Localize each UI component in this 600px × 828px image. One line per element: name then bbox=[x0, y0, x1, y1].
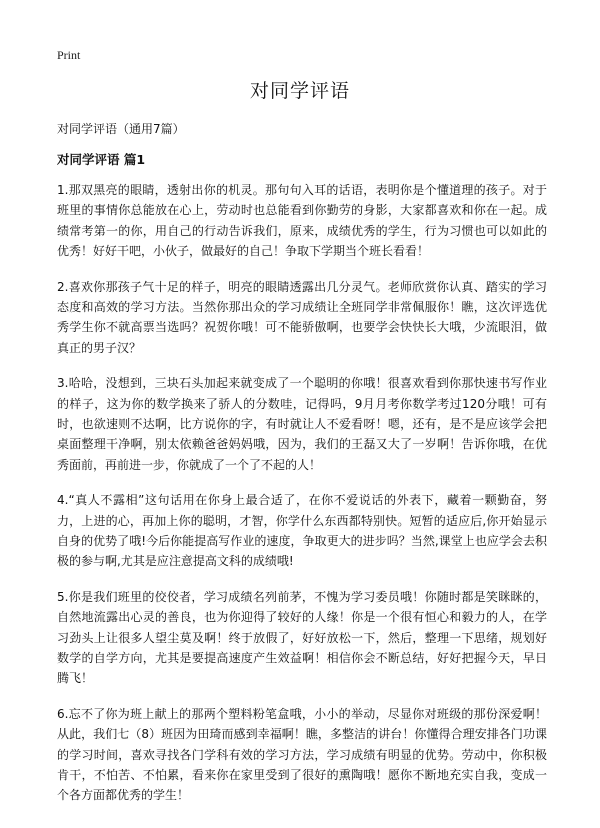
section-title: 对同学评语 篇1 bbox=[57, 152, 146, 167]
document-body bbox=[57, 180, 547, 821]
document-subtitle: 对同学评语（通用7篇） bbox=[57, 122, 185, 136]
page-title: 对同学评语 bbox=[249, 80, 350, 102]
print-label[interactable]: Print bbox=[57, 48, 81, 62]
paragraph-3: 3.哈哈，没想到，三块石头加起来就变成了一个聪明的你哦！很喜欢看到你那快速书写作业的样子，这为你的数学换来了骄人的分数哇，记得吗，9月月考你数学考过120分哦！可有时，也欲速则不达啊，比方说你的字，有时就让人不爱看呀！嗯，还有，是不是应该学会把桌面整理干净啊，别太依赖爸爸妈妈哦，因为，我们的王磊又大了一岁啊！告诉你哦，在优秀面前，再前进一步，你就成了一个了不起的人！ bbox=[57, 376, 547, 472]
paragraph-4: 4.“真人不露相”这句话用在你身上最合适了，在你不爱说话的外表下，藏着一颗勤奋，努力，上进的心，再加上你的聪明，才智，你学什么东西都特别快。短暂的适应后,你开始显示自身的优势了哦!今后你能提高写作业的速度，争取更大的进步吗？当然,课堂上也应学会去积极的参与啊,尤其是应注意提高文科的成绩哦! bbox=[57, 493, 547, 569]
paragraph-5: 5.你是我们班里的佼佼者，学习成绩名列前茅，不愧为学习委员哦！你随时都是笑眯眯的，自然地流露出心灵的善良，也为你迎得了较好的人缘！你是一个很有恒心和毅力的人，在学习劲头上让很多人望尘莫及啊！终于放假了，好好放松一下，然后，整理一下思绪，规划好数学的自学方向，尤其是要提高速度产生效益啊！相信你会不断总结，好好把握今天，早日腾飞！ bbox=[57, 590, 547, 686]
paragraph-1: 1.那双黑亮的眼睛，透射出你的机灵。那句句入耳的话语，表明你是个懂道理的孩子。对于班里的事情你总能放在心上，劳动时也总能看到你勤劳的身影，大家都喜欢和你在一起。成绩常考第一的你，用自己的行动告诉我们，原来，成绩优秀的学生，行为习惯也可以如此的优秀！好好干吧，小伙子，做最好的自己！争取下学期当个班长看看！ bbox=[57, 183, 547, 258]
paragraph-2: 2.喜欢你那孩子气十足的样子，明亮的眼睛透露出几分灵气。老师欣赏你认真、踏实的学习态度和高效的学习方法。当然你那出众的学习成绩让全班同学非常佩服你！瞧，这次评选优秀学生你不就高票当选吗？祝贺你哦！可不能骄傲啊，也要学会快快长大哦，少流眼泪，做真正的男子汉？ bbox=[57, 279, 547, 355]
paragraph-6: 6.忘不了你为班上献上的那两个塑料粉笔盒哦，小小的举动，尽显你对班级的那份深爱啊！从此，我们七（8）班因为田琦而感到幸福啊！瞧，多整洁的讲台！你懂得合理安排各门功课的学习时间，喜欢寻找各门学科有效的学习方法，学习成绩有明显的优势。劳动中，你积极肯干，不怕苦、不怕累，看来你在家里受到了很好的熏陶哦！愿你不断地充实自我，变成一个各方面都优秀的学生！ bbox=[57, 707, 547, 803]
